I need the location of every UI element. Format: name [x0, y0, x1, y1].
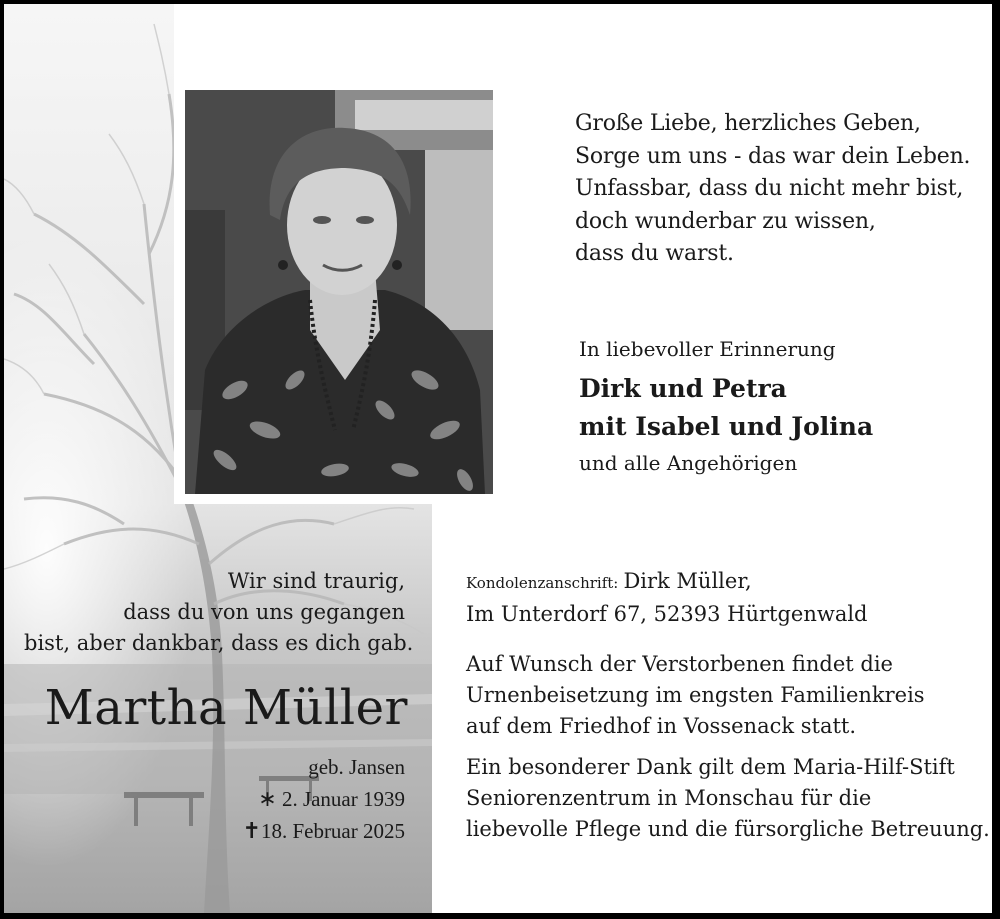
- poem-line: Große Liebe, herzliches Geben,: [575, 111, 921, 136]
- portrait-photo: [185, 90, 493, 494]
- thanks-note: [466, 752, 990, 845]
- cross-icon: ✝: [242, 818, 261, 843]
- notice-line: auf dem Friedhof in Vossenack statt.: [466, 714, 857, 738]
- poem-line: dass du warst.: [575, 241, 734, 266]
- obituary-card: [4, 4, 992, 913]
- birth-star-icon: ∗: [258, 786, 277, 811]
- thanks-line: Seniorenzentrum in Monschau für die: [466, 786, 872, 810]
- poem-line: Sorge um uns - das war dein Leben.: [575, 143, 971, 169]
- thanks-line: Ein besonderer Dank gilt dem Maria-Hilf-Stift: [466, 755, 955, 779]
- notice-line: Auf Wunsch der Verstorbenen findet die: [466, 652, 893, 676]
- birth-date: 2. Januar 1939: [281, 787, 405, 811]
- life-dates: [24, 752, 405, 847]
- death-date: 18. Februar 2025: [260, 819, 405, 843]
- poem: [575, 108, 975, 271]
- poem-line: Unfassbar, dass du nicht mehr bist,: [575, 176, 964, 201]
- burial-notice: [466, 649, 925, 742]
- condolence-address: [466, 569, 752, 593]
- quote-line: bist, aber dankbar, dass es dich gab.: [24, 631, 414, 655]
- deceased-name: Martha Müller: [44, 680, 408, 736]
- quote-line: dass du von uns gegangen: [123, 600, 405, 624]
- death-row: [24, 815, 405, 847]
- poem-line: doch wunderbar zu wissen,: [575, 208, 876, 234]
- thanks-line: liebevolle Pflege und die fürsorgliche Betreuung.: [466, 817, 990, 841]
- mourner-relatives: und alle Angehörigen: [579, 451, 798, 475]
- quote: [24, 566, 414, 659]
- notice-line: Urnenbeisetzung im engsten Familienkreis: [466, 683, 925, 707]
- memory-intro: In liebevoller Erinnerung: [579, 337, 836, 361]
- mourner-names-1: Dirk und Petra: [579, 374, 787, 403]
- mourner-names-2: mit Isabel und Jolina: [579, 412, 874, 441]
- birth-row: [24, 783, 405, 815]
- condolence-name: Dirk Müller,: [623, 569, 752, 593]
- quote-line: Wir sind traurig,: [227, 569, 405, 593]
- condolence-street: Im Unterdorf 67, 52393 Hürtgenwald: [466, 602, 868, 626]
- condolence-label: Kondolenzanschrift:: [466, 574, 619, 592]
- white-corner: [174, 4, 432, 74]
- maiden-name: geb. Jansen: [308, 755, 405, 779]
